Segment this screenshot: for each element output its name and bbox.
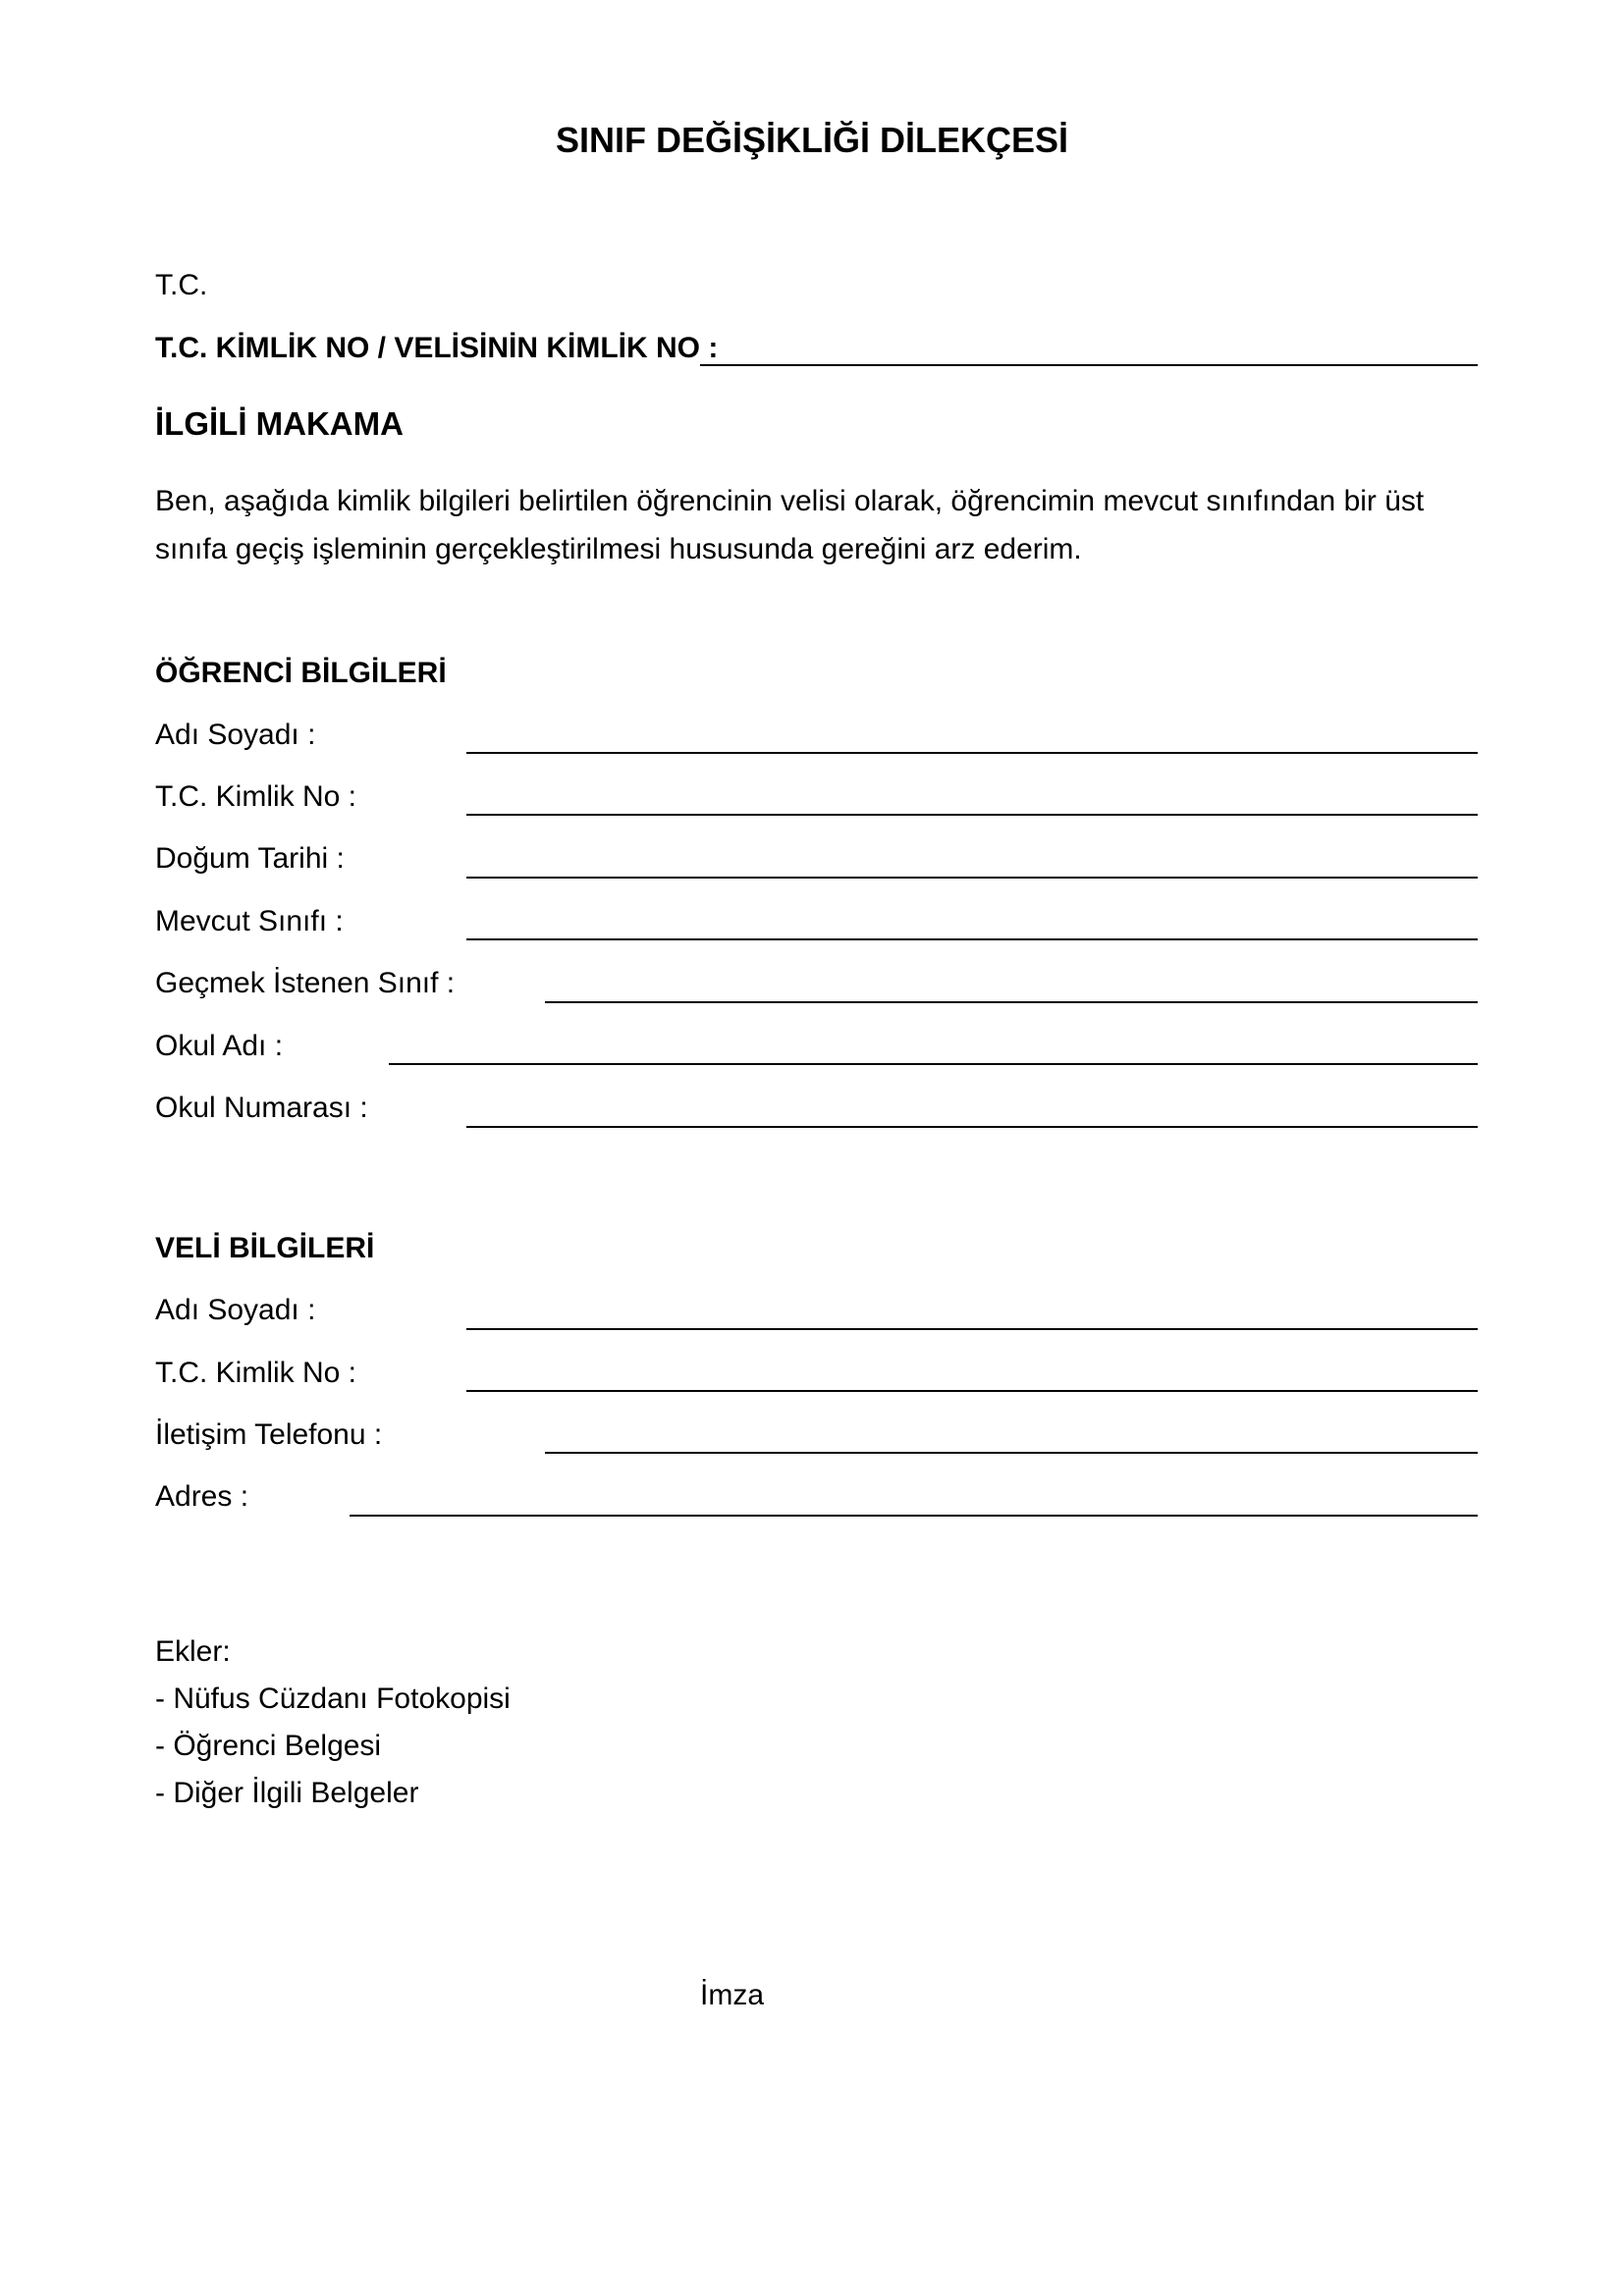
parent-name-field-line[interactable] (466, 1328, 1478, 1330)
authority-heading: İLGİLİ MAKAMA (155, 405, 404, 442)
parent-phone-field-line[interactable] (545, 1452, 1478, 1454)
student-school-name-label: Okul Adı : (155, 1030, 284, 1062)
body-line-1: Ben, aşağıda kimlik bilgileri belirtilen öğrencinin velisi olarak, öğrencimin mevcut sınıfından bir üst (155, 485, 1425, 517)
attachment-item: - Öğrenci Belgesi (155, 1730, 382, 1762)
signature-label: İmza (700, 1979, 765, 2011)
attachment-item: - Nüfus Cüzdanı Fotokopisi (155, 1682, 511, 1715)
student-name-label: Adı Soyadı : (155, 719, 316, 751)
attachments-heading: Ekler: (155, 1635, 231, 1668)
student-school-number-label: Okul Numarası : (155, 1092, 368, 1124)
student-tc-label: T.C. Kimlik No : (155, 780, 357, 813)
body-line-2: sınıfa geçiş işleminin gerçekleştirilmesi hususunda gereğini arz ederim. (155, 533, 1082, 565)
parent-section-heading: VELİ BİLGİLERİ (155, 1232, 375, 1264)
tc-id-field-line[interactable] (700, 364, 1478, 366)
student-current-class-field-line[interactable] (466, 938, 1478, 940)
student-name-field-line[interactable] (466, 752, 1478, 754)
student-section-heading: ÖĞRENCİ BİLGİLERİ (155, 657, 447, 689)
student-school-number-field-line[interactable] (466, 1126, 1478, 1128)
parent-tc-label: T.C. Kimlik No : (155, 1357, 357, 1389)
student-target-class-field-line[interactable] (545, 1001, 1478, 1003)
student-current-class-label: Mevcut Sınıfı : (155, 905, 344, 937)
student-birthdate-field-line[interactable] (466, 877, 1478, 879)
tc-label: T.C. (155, 269, 208, 301)
page-title: SINIF DEĞİŞİKLİĞİ DİLEKÇESİ (555, 120, 1069, 160)
parent-address-label: Adres : (155, 1480, 249, 1513)
parent-name-label: Adı Soyadı : (155, 1294, 316, 1326)
attachment-item: - Diğer İlgili Belgeler (155, 1777, 419, 1809)
student-school-name-field-line[interactable] (389, 1063, 1478, 1065)
student-birthdate-label: Doğum Tarihi : (155, 842, 345, 875)
student-tc-field-line[interactable] (466, 814, 1478, 816)
tc-id-label: T.C. KİMLİK NO / VELİSİNİN KİMLİK NO : (155, 332, 719, 364)
parent-phone-label: İletişim Telefonu : (155, 1418, 383, 1451)
parent-tc-field-line[interactable] (466, 1390, 1478, 1392)
parent-address-field-line[interactable] (350, 1515, 1478, 1517)
student-target-class-label: Geçmek İstenen Sınıf : (155, 967, 456, 999)
